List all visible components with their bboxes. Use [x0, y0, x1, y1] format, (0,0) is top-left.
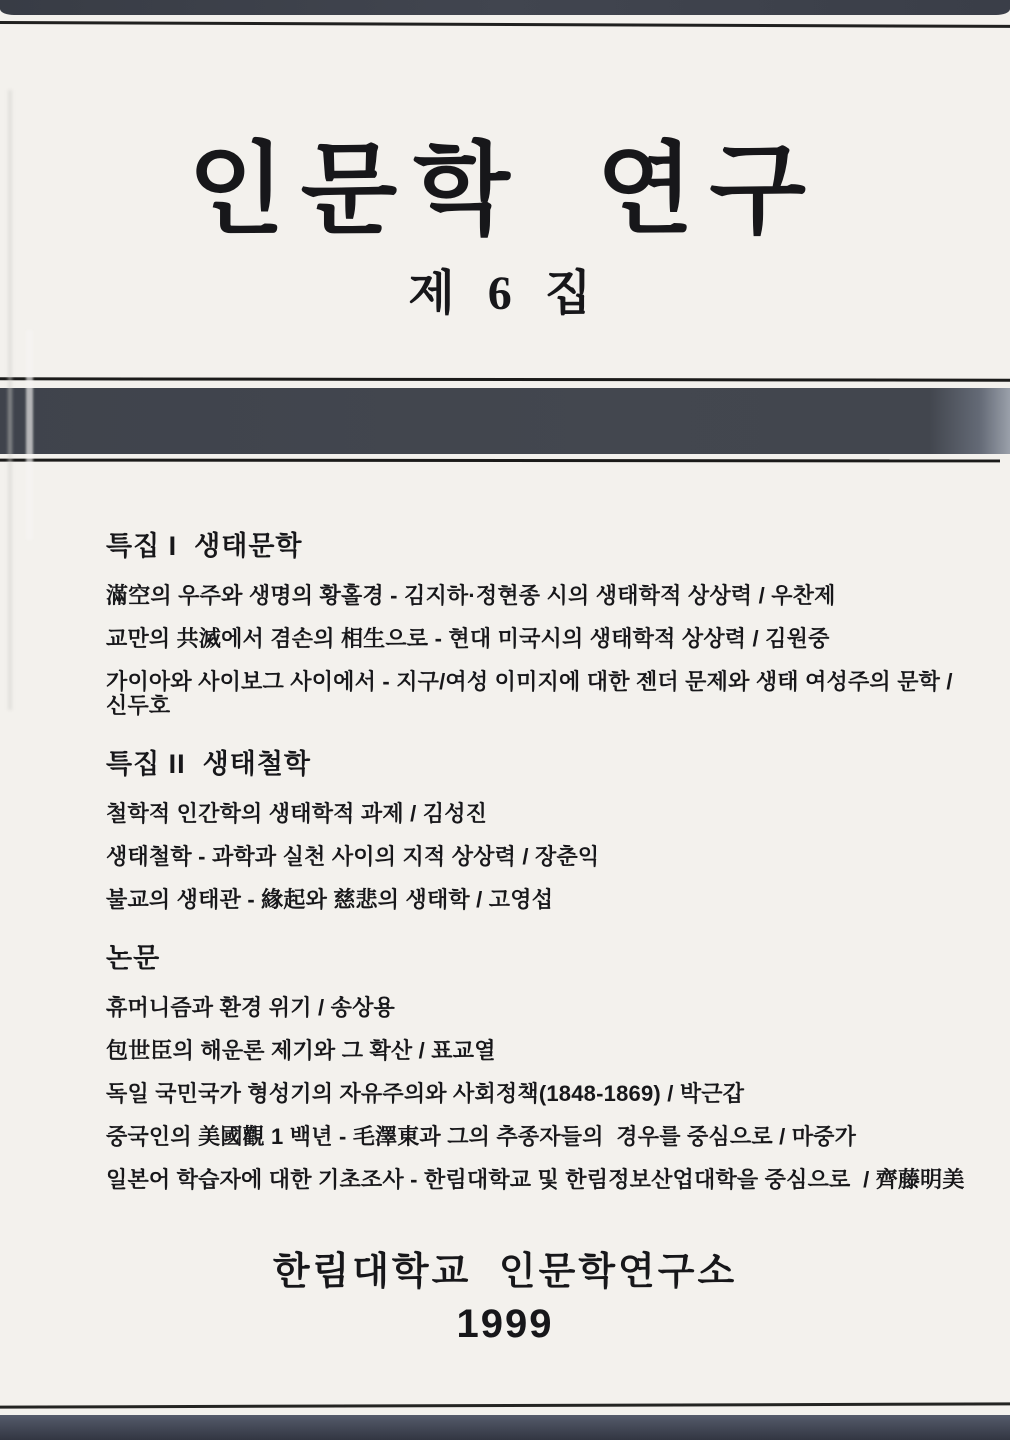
top-horizontal-rule	[0, 21, 1010, 28]
publisher-block	[0, 1240, 1010, 1347]
toc-section-feature2	[106, 742, 980, 912]
table-of-contents	[106, 524, 980, 1211]
toc-item: 중국인의 美國觀 1 백년 - 毛澤東과 그의 추종자들의 경우를 중심으로 / 마중가	[106, 1124, 857, 1149]
toc-item: 독일 국민국가 형성기의 자유주의와 사회정책(1848-1869) / 박근갑	[106, 1081, 745, 1106]
section-heading: 특집 I 생태문학	[106, 531, 303, 561]
book-top-edge	[0, 0, 1010, 15]
section-heading: 논문	[106, 943, 161, 973]
book-bottom-edge	[0, 1415, 1010, 1440]
toc-section-articles	[106, 936, 980, 1192]
toc-item: 滿空의 우주와 생명의 황홀경 - 김지하·정현종 시의 생태학적 상상력 / 우찬제	[106, 583, 836, 608]
middle-rule-top	[0, 377, 1010, 381]
section-heading: 특집 II 생태철학	[106, 749, 311, 779]
toc-item: 철학적 인간학의 생태학적 과제 / 김성진	[106, 801, 488, 826]
toc-item: 가이아와 사이보그 사이에서 - 지구/여성 이미지에 대한 젠더 문제와 생태 여성주의 문학 / 신두호	[106, 669, 960, 718]
middle-rule-bottom	[0, 459, 1000, 463]
title-block	[0, 136, 1010, 323]
publisher-name: 한림대학교 인문학연구소	[272, 1251, 738, 1293]
toc-item: 일본어 학습자에 대한 기초조사 - 한림대학교 및 한림정보산업대학을 중심으로 / 齊藤明美	[106, 1167, 965, 1192]
middle-accent-band	[0, 388, 1010, 454]
scan-crease	[26, 330, 33, 540]
toc-item: 휴머니즘과 환경 위기 / 송상용	[106, 995, 395, 1020]
publication-year: 1999	[456, 1302, 554, 1346]
toc-item: 包世臣의 해운론 제기와 그 확산 / 표교열	[106, 1038, 496, 1063]
volume-number: 제 6 집	[408, 267, 602, 320]
journal-title: 인문학 연구	[188, 135, 822, 246]
toc-section-feature1	[106, 524, 980, 718]
toc-item: 불교의 생태관 - 緣起와 慈悲의 생태학 / 고영섭	[106, 887, 554, 912]
scan-crease	[8, 90, 12, 710]
toc-item: 교만의 共滅에서 겸손의 相生으로 - 현대 미국시의 생태학적 상상력 / 김원중	[106, 626, 830, 651]
bottom-horizontal-rule	[0, 1402, 1010, 1408]
toc-item: 생태철학 - 과학과 실천 사이의 지적 상상력 / 장춘익	[106, 844, 600, 869]
